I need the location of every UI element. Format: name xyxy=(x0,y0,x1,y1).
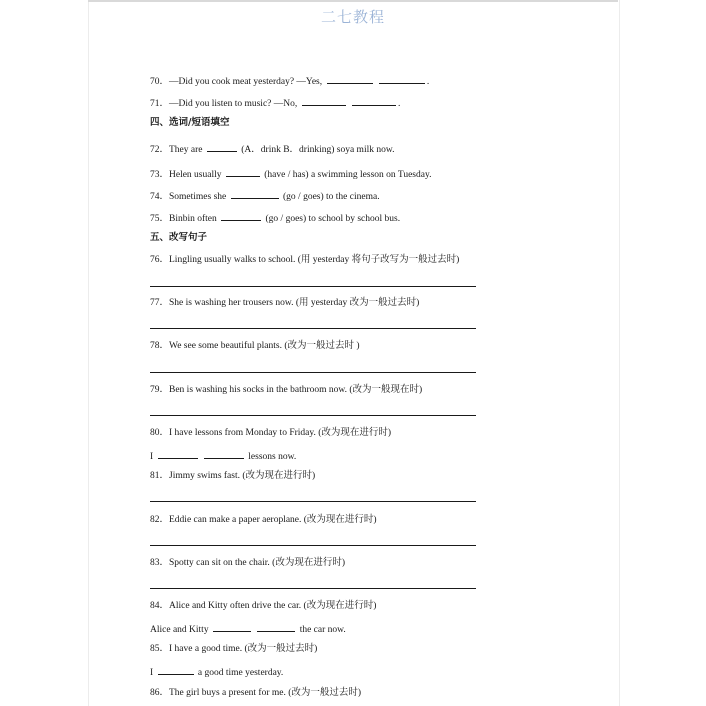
question-81: 81．Jimmy swims fast. (改为现在进行时) xyxy=(150,471,316,481)
question-86: 86．The girl buys a present for me. (改为一般过去时) xyxy=(150,688,362,698)
answer-suffix: a good time yesterday. xyxy=(197,668,284,678)
question-71-text: 71．—Did you listen to music? —No, xyxy=(150,99,298,109)
question-74-text: 74．Sometimes she xyxy=(150,192,227,202)
answer-blank[interactable] xyxy=(207,142,237,152)
answer-blank[interactable] xyxy=(379,74,425,84)
question-70-text: 70．—Did you cook meat yesterday? —Yes, xyxy=(150,77,323,87)
question-79: 79．Ben is washing his socks in the bathroom now. (改为一般现在时) xyxy=(150,385,423,395)
question-75 xyxy=(150,211,400,225)
question-82: 82．Eddie can make a paper aeroplane. (改为现在进行时) xyxy=(150,515,377,525)
section-heading-rewrite: 五、改写句子 xyxy=(150,232,208,243)
question-85: 85．I have a good time. (改为一般过去时) xyxy=(150,644,318,654)
answer-blank[interactable] xyxy=(257,622,295,632)
answer-prefix: I xyxy=(150,452,154,462)
question-80: 80．I have lessons from Monday to Friday. (改为现在进行时) xyxy=(150,428,392,438)
answer-blank[interactable] xyxy=(231,189,279,199)
answer-line[interactable] xyxy=(150,501,476,502)
question-85-answer xyxy=(150,665,283,679)
answer-line[interactable] xyxy=(150,415,476,416)
answer-blank[interactable] xyxy=(226,167,260,177)
question-78: 78．We see some beautiful plants. (改为一般过去时 ) xyxy=(150,341,360,351)
question-73-options: (have / has) a swimming lesson on Tuesday. xyxy=(264,170,432,180)
answer-blank[interactable] xyxy=(327,74,373,84)
question-72 xyxy=(150,142,394,156)
question-80-answer xyxy=(150,449,296,463)
question-73-text: 73．Helen usually xyxy=(150,170,222,180)
answer-blank[interactable] xyxy=(352,96,396,106)
question-70-end: . xyxy=(426,77,430,87)
answer-blank[interactable] xyxy=(158,665,194,675)
answer-line[interactable] xyxy=(150,545,476,546)
answer-suffix: lessons now. xyxy=(248,452,297,462)
answer-blank[interactable] xyxy=(204,449,244,459)
answer-line[interactable] xyxy=(150,372,476,373)
answer-line[interactable] xyxy=(150,328,476,329)
answer-blank[interactable] xyxy=(302,96,346,106)
question-75-text: 75．Binbin often xyxy=(150,214,217,224)
answer-suffix: the car now. xyxy=(299,625,346,635)
question-70 xyxy=(150,74,429,88)
answer-prefix: I xyxy=(150,668,154,678)
question-84: 84．Alice and Kitty often drive the car. (改为现在进行时) xyxy=(150,601,377,611)
page-top-rule xyxy=(88,0,618,2)
question-74 xyxy=(150,189,380,203)
answer-blank[interactable] xyxy=(213,622,251,632)
answer-prefix: Alice and Kitty xyxy=(150,625,209,635)
answer-line[interactable] xyxy=(150,286,476,287)
answer-line[interactable] xyxy=(150,588,476,589)
question-72-options: (A．drink B．drinking) soya milk now. xyxy=(241,145,395,155)
answer-blank[interactable] xyxy=(221,211,261,221)
question-73 xyxy=(150,167,431,181)
question-72-text: 72．They are xyxy=(150,145,203,155)
watermark: 二七教程 xyxy=(320,8,385,26)
question-76: 76．Lingling usually walks to school. (用 yesterday 将句子改写为一般过去时) xyxy=(150,255,460,265)
question-74-options: (go / goes) to the cinema. xyxy=(283,192,380,202)
question-84-answer xyxy=(150,622,346,636)
question-71 xyxy=(150,96,400,110)
answer-blank[interactable] xyxy=(158,449,198,459)
section-heading-fill-in: 四、选词/短语填空 xyxy=(150,117,230,128)
question-83: 83．Spotty can sit on the chair. (改为现在进行时) xyxy=(150,558,345,568)
question-77: 77．She is washing her trousers now. (用 yesterday 改为一般过去时) xyxy=(150,298,420,308)
question-71-end: . xyxy=(398,99,401,109)
question-75-options: (go / goes) to school by school bus. xyxy=(265,214,401,224)
